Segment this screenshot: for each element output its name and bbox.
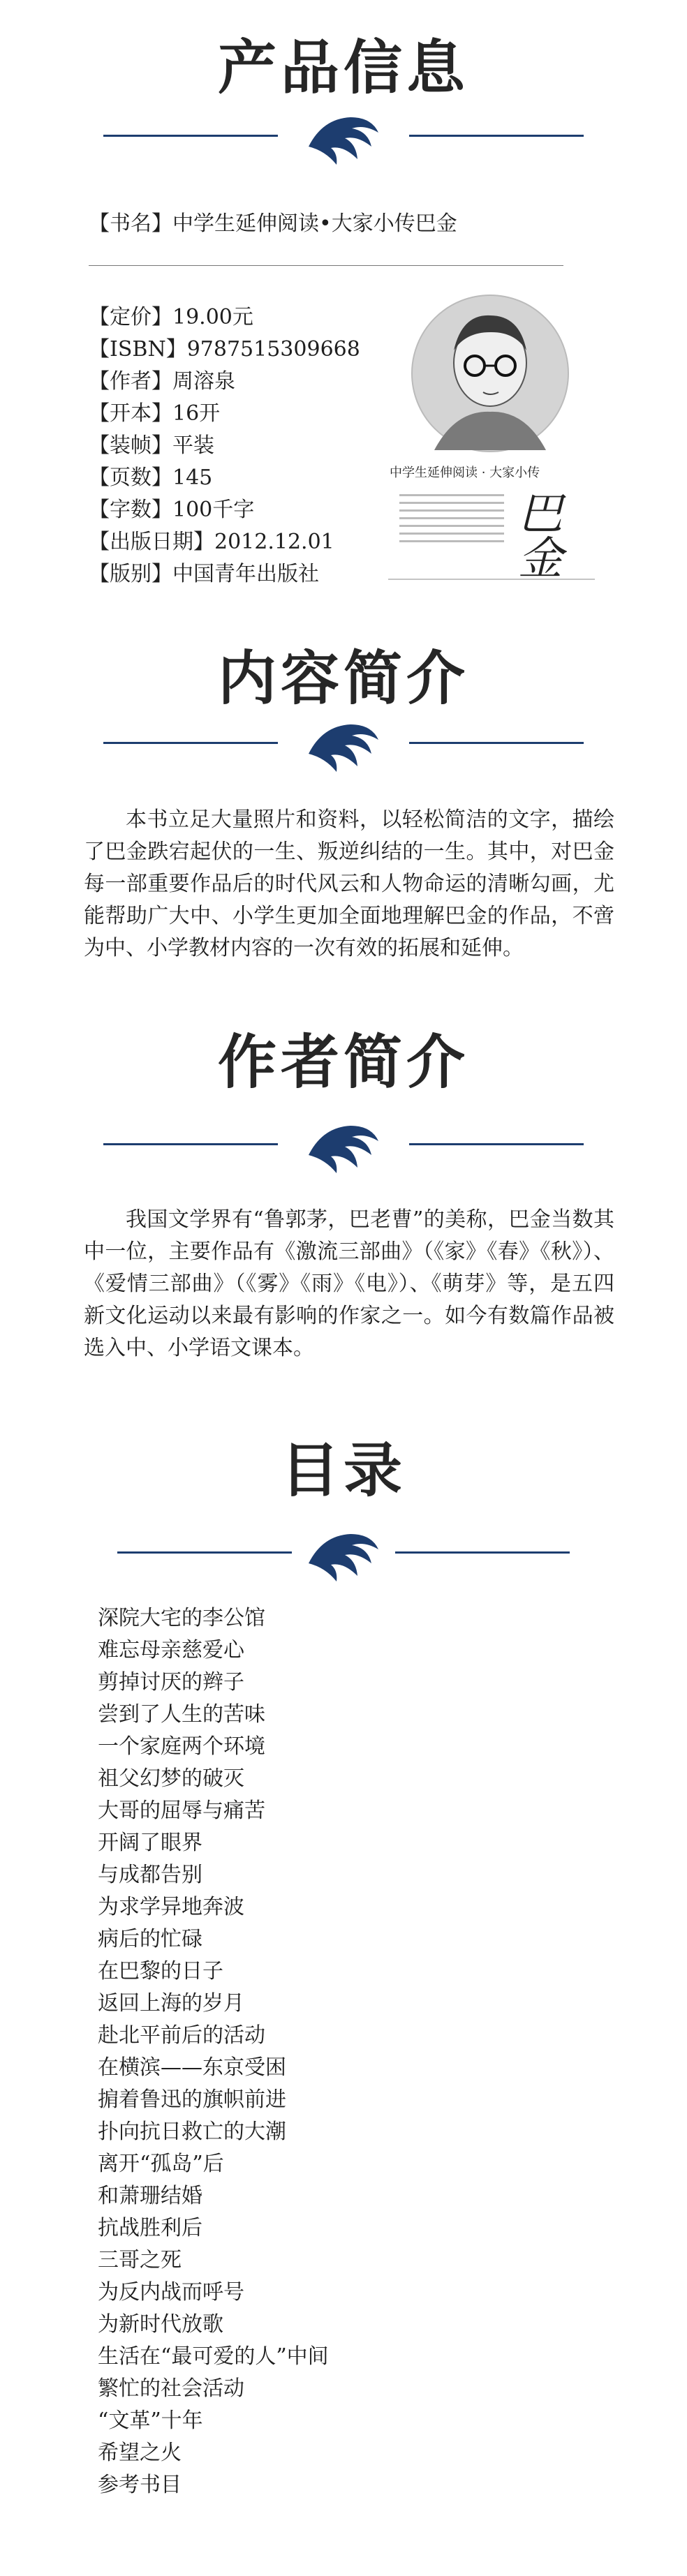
toc-item: 祖父幻梦的破灭 — [98, 1766, 244, 1791]
ornament-divider — [0, 705, 687, 782]
ornament-divider — [0, 98, 687, 174]
section-title-product-info: 产品信息 — [217, 33, 469, 102]
price-field: 【定价】19.00元 — [89, 305, 253, 329]
toc-item: 为反内战而呼号 — [98, 2280, 244, 2305]
wave-emblem-icon — [302, 712, 385, 775]
publisher-field: 【版别】中国青年出版社 — [89, 562, 319, 586]
toc-item: 在横滨——东京受困 — [98, 2055, 286, 2080]
toc-item: 赴北平前后的活动 — [98, 2023, 265, 2048]
toc-item: 一个家庭两个环境 — [98, 1734, 265, 1759]
toc-item: 尝到了人生的苦味 — [98, 1702, 265, 1727]
isbn-field: 【ISBN】9787515309668 — [89, 337, 360, 362]
toc-item: 深院大宅的李公馆 — [98, 1606, 265, 1630]
toc-item: 大哥的屈辱与痛苦 — [98, 1799, 265, 1823]
toc-item: 难忘母亲慈爱心 — [98, 1638, 244, 1662]
toc-item: 离开“孤岛”后 — [98, 2152, 224, 2176]
author-field: 【作者】周溶泉 — [89, 369, 235, 394]
toc-item: 为新时代放歌 — [98, 2312, 223, 2337]
summary-paragraph: 本书立足大量照片和资料，以轻松简洁的文字，描绘了巴金跌宕起伏的一生、叛逆纠结的一生。其中，对巴金每一部重要作品后的时代风云和人物命运的清晰勾画，尤能帮助广大中、小学生更加全面地理解巴金的作品，不啻为中、小学教材内容的一次有效的拓展和延伸。 — [84, 807, 614, 960]
toc-item: 掮着鲁迅的旗帜前进 — [98, 2087, 286, 2112]
book-cover-image — [385, 293, 595, 586]
toc-item: 与成都告别 — [98, 1863, 202, 1887]
binding-field: 【装帧】平装 — [89, 433, 214, 458]
divider-rule — [89, 265, 563, 266]
toc-item: 扑向抗日救亡的大潮 — [98, 2120, 286, 2144]
toc-item: 返回上海的岁月 — [98, 1991, 244, 2016]
wave-emblem-icon — [302, 1521, 385, 1584]
toc-item: 三哥之死 — [98, 2248, 182, 2272]
toc-item: 在巴黎的日子 — [98, 1959, 223, 1983]
toc-item: 生活在“最可爱的人”中间 — [98, 2344, 329, 2369]
book-name-field: 【书名】中学生延伸阅读•大家小传巴金 — [89, 211, 457, 236]
toc-item: 繁忙的社会活动 — [98, 2376, 244, 2401]
toc-item: 剪掉讨厌的辫子 — [98, 1670, 244, 1695]
section-title-author: 作者简介 — [217, 1027, 469, 1096]
cover-text-block — [399, 489, 504, 548]
toc-item: 和萧珊结婚 — [98, 2184, 202, 2208]
wave-emblem-icon — [302, 1113, 385, 1176]
format-field: 【开本】16开 — [89, 401, 221, 426]
toc-item: 病后的忙碌 — [98, 1927, 202, 1951]
toc-item: 参考书目 — [98, 2473, 182, 2497]
toc-item: “文革”十年 — [98, 2409, 203, 2433]
ornament-divider — [0, 1514, 687, 1591]
wave-emblem-icon — [302, 105, 385, 167]
section-title-summary: 内容简介 — [217, 643, 469, 713]
author-paragraph: 我国文学界有“鲁郭茅，巴老曹”的美称，巴金当数其中一位，主要作品有《激流三部曲》（《家》《春》《秋》）、《爱情三部曲》（《雾》《雨》《电》）、《萌芽》等，是五四新文化运动以来最有影响的作家之一。如今有数篇作品被选入中、小学语文课本。 — [84, 1207, 614, 1360]
ornament-divider — [0, 1106, 687, 1183]
toc-item: 为求学异地奔波 — [98, 1895, 244, 1919]
toc-item: 希望之火 — [98, 2441, 182, 2465]
section-title-toc: 目录 — [280, 1436, 406, 1505]
toc-item: 抗战胜利后 — [98, 2216, 202, 2240]
cover-series-title: 中学生延伸阅读 · 大家小传 — [390, 466, 540, 480]
publish-date-field: 【出版日期】2012.12.01 — [89, 530, 334, 554]
cover-author-signature: 巴金 — [518, 489, 563, 585]
words-field: 【字数】100千字 — [89, 498, 255, 522]
toc-item: 开阔了眼界 — [98, 1831, 202, 1855]
pages-field: 【页数】145 — [89, 466, 213, 490]
